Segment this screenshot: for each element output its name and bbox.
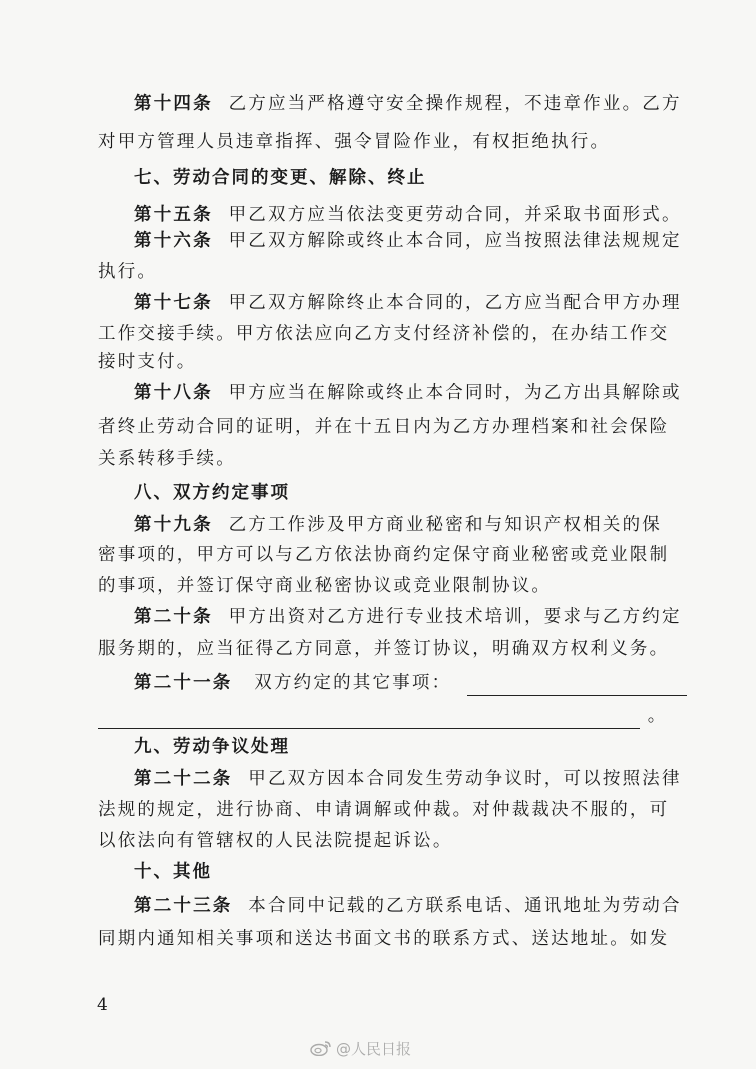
- article-text: 乙方应当严格遵守安全操作规程，不违章作业。乙方: [228, 94, 682, 114]
- article-text: 双方约定的其它事项：: [254, 673, 452, 693]
- article-label: 第十四条: [134, 94, 213, 114]
- article-19-line-3: [98, 573, 660, 599]
- article-17-line-2: [98, 321, 670, 347]
- article-22-line-3: [98, 828, 660, 854]
- article-label: 第十七条: [134, 293, 213, 313]
- article-text: 甲乙双方解除终止本合同的，乙方应当配合甲方办理: [228, 293, 682, 313]
- article-17-line-3: [98, 349, 660, 375]
- article-text: 甲乙双方应当依法变更劳动合同，并采取书面形式。: [228, 205, 682, 225]
- article-21-line-2: [98, 703, 668, 729]
- article-text: 以依法向有管辖权的人民法院提起诉讼。: [98, 831, 453, 851]
- fill-in-blank-line: [467, 677, 687, 696]
- article-text: 对甲方管理人员违章指挥、强令冒险作业，有权拒绝执行。: [98, 132, 611, 152]
- article-17-line-1: [134, 290, 682, 316]
- article-14-line-2: [98, 129, 660, 155]
- article-text: 甲乙双方解除或终止本合同，应当按照法律法规规定: [228, 231, 682, 251]
- article-15-line-1: [134, 202, 682, 228]
- section-heading-text: 七、劳动合同的变更、解除、终止: [134, 168, 427, 188]
- article-20-line-2: [98, 636, 670, 662]
- article-text: 密事项的，甲方可以与乙方依法协商约定保守商业秘密或竞业限制: [98, 545, 670, 565]
- article-21-line-1: [134, 670, 660, 696]
- article-text: 接时支付。: [98, 352, 197, 372]
- article-text: 者终止劳动合同的证明，并在十五日内为乙方办理档案和社会保险: [98, 417, 670, 437]
- article-text: 工作交接手续。甲方依法应向乙方支付经济补偿的，在办结工作交: [98, 324, 670, 344]
- article-text: 法规的规定，进行协商、申请调解或仲裁。对仲裁裁决不服的，可: [98, 800, 670, 820]
- article-text: 本合同中记载的乙方联系电话、通讯地址为劳动合: [248, 896, 682, 916]
- article-16-line-1: [134, 228, 682, 254]
- article-20-line-1: [134, 604, 682, 630]
- article-text: 乙方工作涉及甲方商业秘密和与知识产权相关的保: [228, 515, 662, 535]
- section-heading-text: 九、劳动争议处理: [134, 737, 290, 757]
- article-16-line-2: [98, 259, 660, 285]
- article-text: 甲方出资对乙方进行专业技术培训，要求与乙方约定: [228, 607, 682, 627]
- section-heading-10: [134, 859, 660, 885]
- article-label: 第二十三条: [134, 896, 233, 916]
- article-text: 执行。: [98, 262, 158, 282]
- section-heading-8: [134, 480, 660, 506]
- section-heading-text: 八、双方约定事项: [134, 483, 290, 503]
- weibo-logo-icon: [310, 1040, 332, 1056]
- fill-in-blank-line: [98, 710, 640, 729]
- section-heading-9: [134, 734, 660, 760]
- article-23-line-1: [134, 893, 682, 919]
- article-14-line-1: [134, 91, 682, 117]
- article-label: 第十九条: [134, 515, 213, 535]
- article-text: 服务期的，应当征得乙方同意，并签订协议，明确双方权利义务。: [98, 639, 670, 659]
- article-18-line-3: [98, 446, 660, 472]
- article-text: 同期内通知相关事项和送达书面文书的联系方式、送达地址。如发: [98, 929, 670, 949]
- article-text: 甲方应当在解除或终止本合同时，为乙方出具解除或: [228, 383, 682, 403]
- article-18-line-1: [134, 380, 682, 406]
- article-label: 第二十二条: [134, 769, 233, 789]
- watermark-text: @人民日报: [336, 1039, 412, 1058]
- article-label: 第十五条: [134, 205, 213, 225]
- article-19-line-2: [98, 542, 670, 568]
- article-label: 第二十条: [134, 607, 213, 627]
- section-heading-7: [134, 165, 660, 191]
- article-text: 的事项，并签订保守商业秘密协议或竞业限制协议。: [98, 576, 552, 596]
- article-label: 第十八条: [134, 383, 213, 403]
- watermark: [310, 1036, 411, 1060]
- article-label: 第十六条: [134, 231, 213, 251]
- section-heading-text: 十、其他: [134, 862, 212, 882]
- article-23-line-2: [98, 926, 670, 952]
- article-text: 甲乙双方因本合同发生劳动争议时，可以按照法律: [248, 769, 682, 789]
- article-19-line-1: [134, 512, 660, 538]
- article-label: 第二十一条: [134, 673, 233, 693]
- article-18-line-2: [98, 414, 670, 440]
- article-text: 。: [647, 706, 668, 726]
- article-22-line-1: [134, 766, 682, 792]
- article-text: 关系转移手续。: [98, 449, 236, 469]
- article-22-line-2: [98, 797, 670, 823]
- page-number: 4: [97, 995, 108, 1015]
